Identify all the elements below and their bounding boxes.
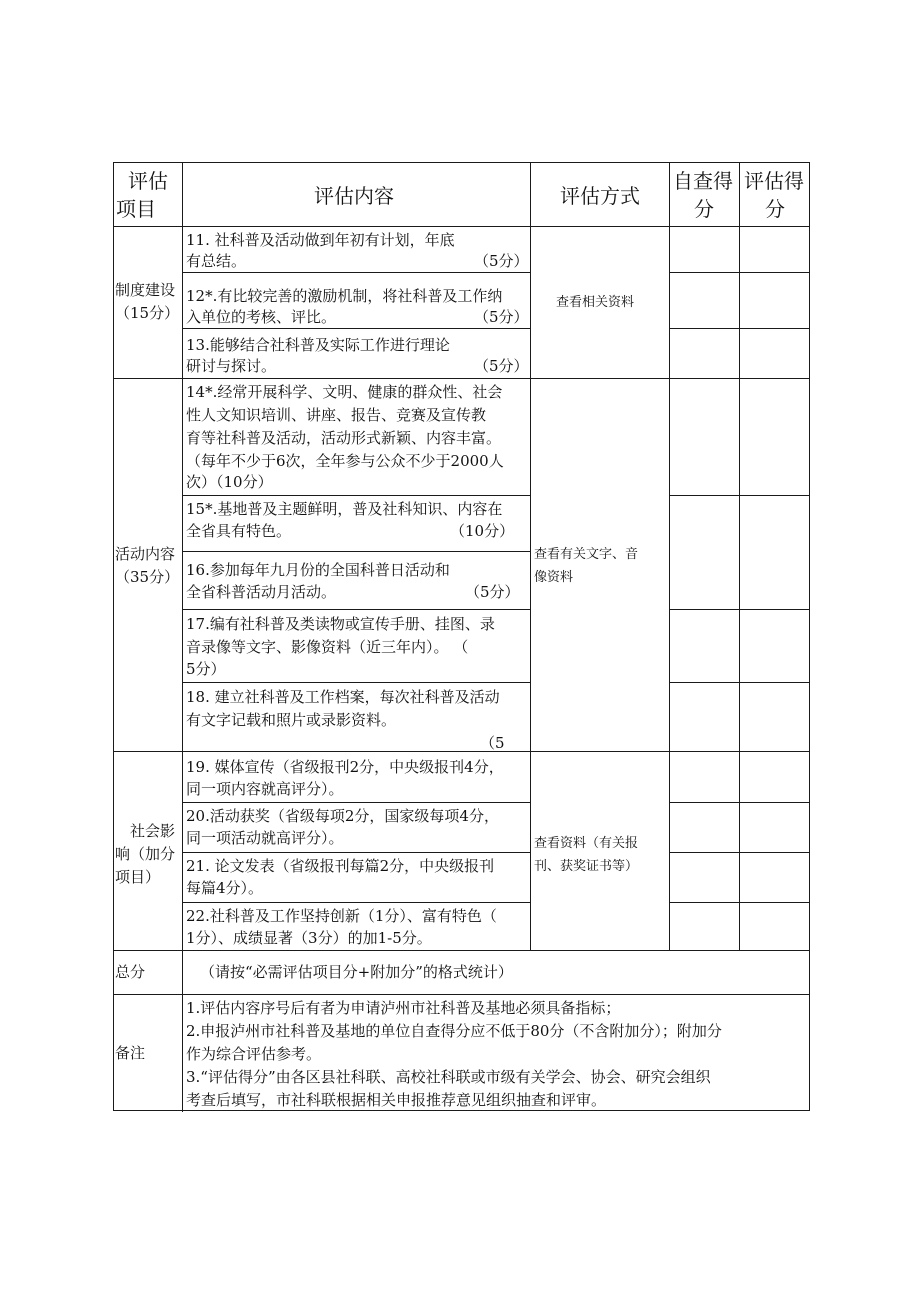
- evaluation-method-cont: 像资料: [534, 570, 574, 585]
- header-project-l2: 项目: [116, 197, 156, 221]
- section-name: 制度建设: [115, 281, 176, 299]
- item-score: （5分）: [474, 252, 529, 270]
- note-line: 考查后填写，市社科联根据相关申报推荐意见组织抽查和评审。: [186, 1091, 607, 1109]
- item-score: （10分）: [450, 522, 515, 540]
- section-name-cont: 响（加分: [115, 845, 176, 863]
- section-score: （15分）: [115, 304, 180, 322]
- section-score: （35分）: [115, 568, 180, 586]
- header-content: 评估内容: [314, 184, 394, 208]
- section-name-cont2: 项目）: [115, 868, 161, 886]
- evaluation-method: 查看相关资料: [556, 295, 635, 310]
- evaluation-method-cont: 刊、获奖证书等）: [534, 859, 639, 874]
- evaluation-method: 查看有关文字、音: [534, 547, 639, 562]
- note-line: 1.评估内容序号后有者为申请泸州市社科普及基地必须具备指标；: [186, 999, 621, 1017]
- notes-label: 备注: [115, 1044, 146, 1062]
- section-name: 活动内容: [115, 545, 176, 563]
- header-method: 评估方式: [560, 184, 640, 208]
- note-line: 2.申报泸州市社科普及基地的单位自查得分应不低于80分（不含附加分）；附加分: [186, 1022, 722, 1040]
- item-score: （5分）: [474, 357, 529, 375]
- section-name: 社会影: [130, 822, 176, 840]
- header-project-l1: 评估: [128, 169, 168, 193]
- total-text: （请按“必需评估项目分+附加分”的格式统计）: [200, 963, 513, 981]
- total-label: 总分: [115, 963, 146, 981]
- header-eval-score-l1: 评估得: [744, 169, 804, 193]
- header-self-score-l2: 分: [694, 197, 714, 221]
- item-score: （5分）: [474, 308, 529, 326]
- note-line: 作为综合评估参考。: [186, 1045, 322, 1063]
- header-self-score-l1: 自查得: [673, 169, 733, 193]
- item-score: （5: [480, 734, 505, 752]
- item-score: （5分）: [465, 583, 520, 601]
- evaluation-form: 评估 项目 评估内容 评估方式 自查得 分 评估得 分 制度建设 （15分） 查看相关资料 11. 社科普及活动做到年初有计划，年底 有总结。 （5分） 12*.有比较完善的激励机制，将社科普及工作纳 入单位的考核、评比。 （5分） 13.能够结合社科普及实际工作进行理论 研讨与探讨。 （5分） 活动内容 （35分） 查看有关文字、音 像资料 14*.经常开展科学、文明、健康的群众性、社会 性人文知识培训、讲座、报告、竞赛及宣传教 育等社科普及活动，活动形式新颖、内容丰富。 （每年不少于6次，全年参与公众不少于2000人 次）（10分） 15*.基地普及主题鲜明，普及社科知识、内容在 全省具有特色。 （10分） 16.参加每年九月份的全国科普日活动和 全省科普活动月活动。 （5分） 17.编有社科普及类读物或宣传手册、挂图、录 音录像等文字、影像资料（近三年内）。 （ 5分） 18. 建立社科普及工作档案，每次社科普及活动 有文字记载和照片或录影资料。 （5 社会影 响（加分 项目） 查看资料（有关报 刊、获奖证书等） 19. 媒体宣传（省级报刊2分，中央级报刊4分， 同一项内容就高评分）。 20.活动获奖（省级每项2分，国家级每项4分， 同一项活动就高评分）。 21. 论文发表（省级报刊每篇2分，中央级报刊 每篇4分）。 22.社科普及工作坚持创新（1分）、富有特色（ 1分）、成绩显著（3分）的加1-5分。 总分 （请按“必需评估项目分+附加分”的格式统计） 备注 1.评估内容序号后有者为申请泸州市社科普及基地必须具备指标； 2.申报泸州市社科普及基地的单位自查得分应不低于80分（不含附加分）；附加分 作为综合评估参考。 3.“评估得分”由各区县社科联、高校社科联或市级有关学会、协会、研究会组织 考查后填写，市社科联根据相关申报推荐意见组织抽查和评审。: [0, 0, 920, 1301]
- note-line: 3.“评估得分”由各区县社科联、高校社科联或市级有关学会、协会、研究会组织: [186, 1068, 711, 1086]
- header-eval-score-l2: 分: [765, 197, 785, 221]
- evaluation-method: 查看资料（有关报: [534, 836, 639, 851]
